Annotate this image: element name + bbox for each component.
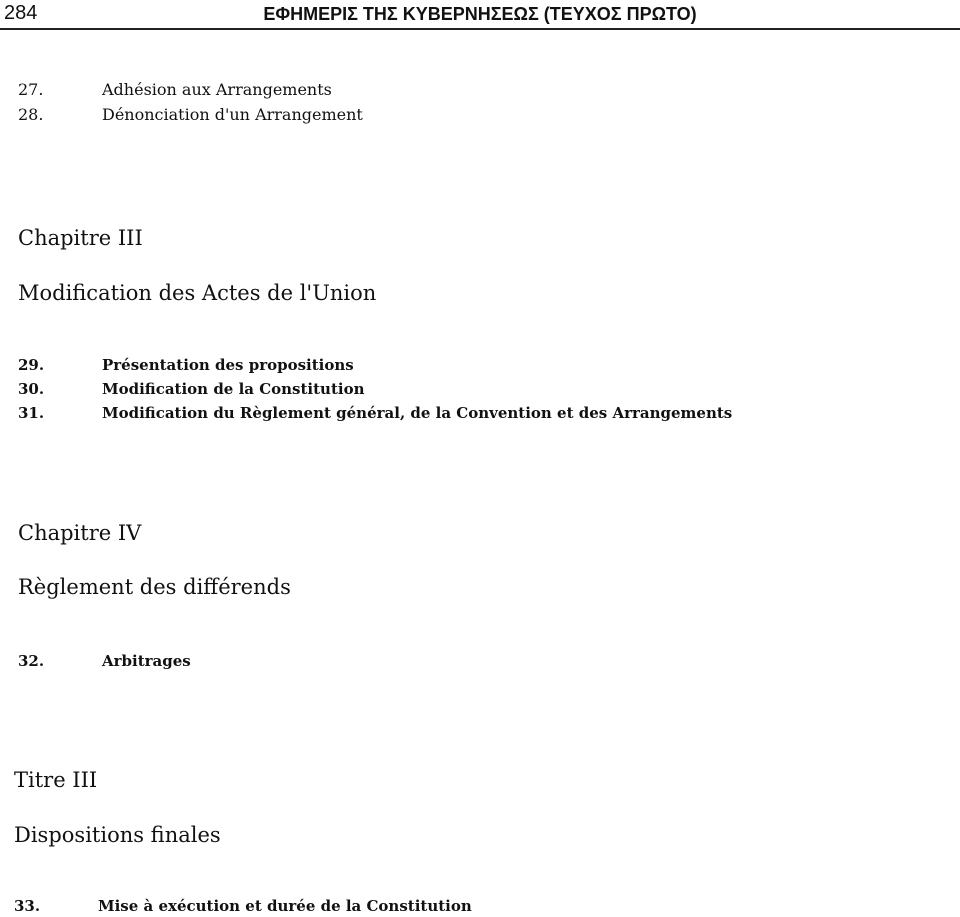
toc-item-number: 33. bbox=[14, 897, 41, 915]
running-title: ΕΦΗΜΕΡΙΣ ΤΗΣ ΚΥΒΕΡΝΗΣΕΩΣ (ΤΕΥΧΟΣ ΠΡΩΤΟ) bbox=[263, 4, 697, 24]
title-3-label: Titre III bbox=[14, 768, 98, 792]
toc-item-title: Adhésion aux Arrangements bbox=[102, 80, 332, 99]
toc-item-number: 29. bbox=[18, 356, 45, 374]
toc-item-number: 27. bbox=[18, 80, 44, 99]
title-3-title: Dispositions finales bbox=[14, 823, 221, 847]
toc-item-number: 28. bbox=[18, 105, 44, 124]
toc-item-title: Arbitrages bbox=[102, 652, 191, 670]
toc-item-number: 32. bbox=[18, 652, 45, 670]
toc-item-number: 30. bbox=[18, 380, 45, 398]
toc-item-title: Modification du Règlement général, de la Convention et des Arrangements bbox=[102, 404, 733, 422]
chapter-3-label: Chapitre III bbox=[18, 226, 143, 250]
toc-item-title: Mise à exécution et durée de la Constitution bbox=[98, 897, 472, 915]
toc-item-title: Dénonciation d'un Arrangement bbox=[102, 105, 363, 124]
chapter-3-title: Modification des Actes de l'Union bbox=[18, 281, 377, 305]
page-header bbox=[0, 0, 960, 30]
chapter-4-title: Règlement des différends bbox=[18, 575, 291, 599]
toc-item-title: Présentation des propositions bbox=[102, 356, 354, 374]
chapter-4-label: Chapitre IV bbox=[18, 521, 142, 545]
toc-item-title: Modification de la Constitution bbox=[102, 380, 365, 398]
toc-item-number: 31. bbox=[18, 404, 45, 422]
page-number: 284 bbox=[4, 2, 38, 24]
